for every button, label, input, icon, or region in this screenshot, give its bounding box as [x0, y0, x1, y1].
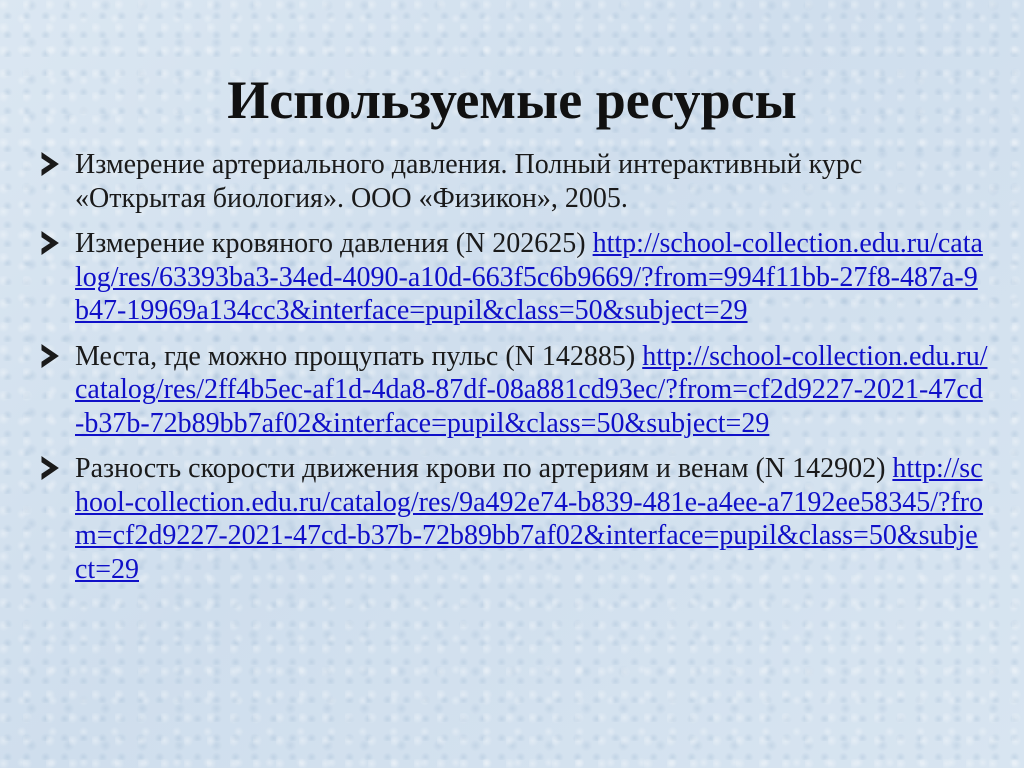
arrow-chevron-bullet-icon: [38, 342, 64, 370]
item-text: Места, где можно прощупать пульс (N 142885): [75, 340, 636, 372]
list-item: [38, 340, 988, 441]
item-text: Измерение кровяного давления (N 202625): [75, 228, 586, 259]
list-item: [38, 148, 988, 215]
item-text: Измерение артериального давления. Полный интерактивный курс «Открытая биология». ООО «Физикон», 2005.: [75, 149, 863, 214]
resource-link[interactable]: http://school-collection.edu.ru/catalog/res/9a492e74-b839-481e-a4ee-a7192ee58345/?from=cf2d9227-2021-47cd-b37b-72b89bb7af02&interface=pupil&class=50&subject=29: [75, 453, 984, 585]
arrow-chevron-bullet-icon: [38, 150, 64, 178]
arrow-chevron-bullet-icon: [38, 229, 64, 257]
slide-title: Используемые ресурсы: [227, 70, 797, 130]
resource-link[interactable]: http://school-collection.edu.ru/catalog/res/63393ba3-34ed-4090-a10d-663f5c6b9669/?from=994f11bb-27f8-487a-9b47-19969a134cc3&interface=pupil&class=50&subject=29: [75, 228, 983, 326]
resource-link[interactable]: http://school-collection.edu.ru/catalog/res/2ff4b5ec-af1d-4da8-87df-08a881cd93ec/?from=cf2d9227-2021-47cd-b37b-72b89bb7af02&interface=pupil&class=50&subject=29: [75, 340, 988, 439]
list-item: [38, 452, 988, 586]
arrow-chevron-bullet-icon: [38, 454, 64, 482]
item-text: Разность скорости движения крови по артериям и венам (N 142902): [75, 453, 886, 484]
list-item: [38, 227, 988, 328]
resource-list: [38, 148, 988, 598]
